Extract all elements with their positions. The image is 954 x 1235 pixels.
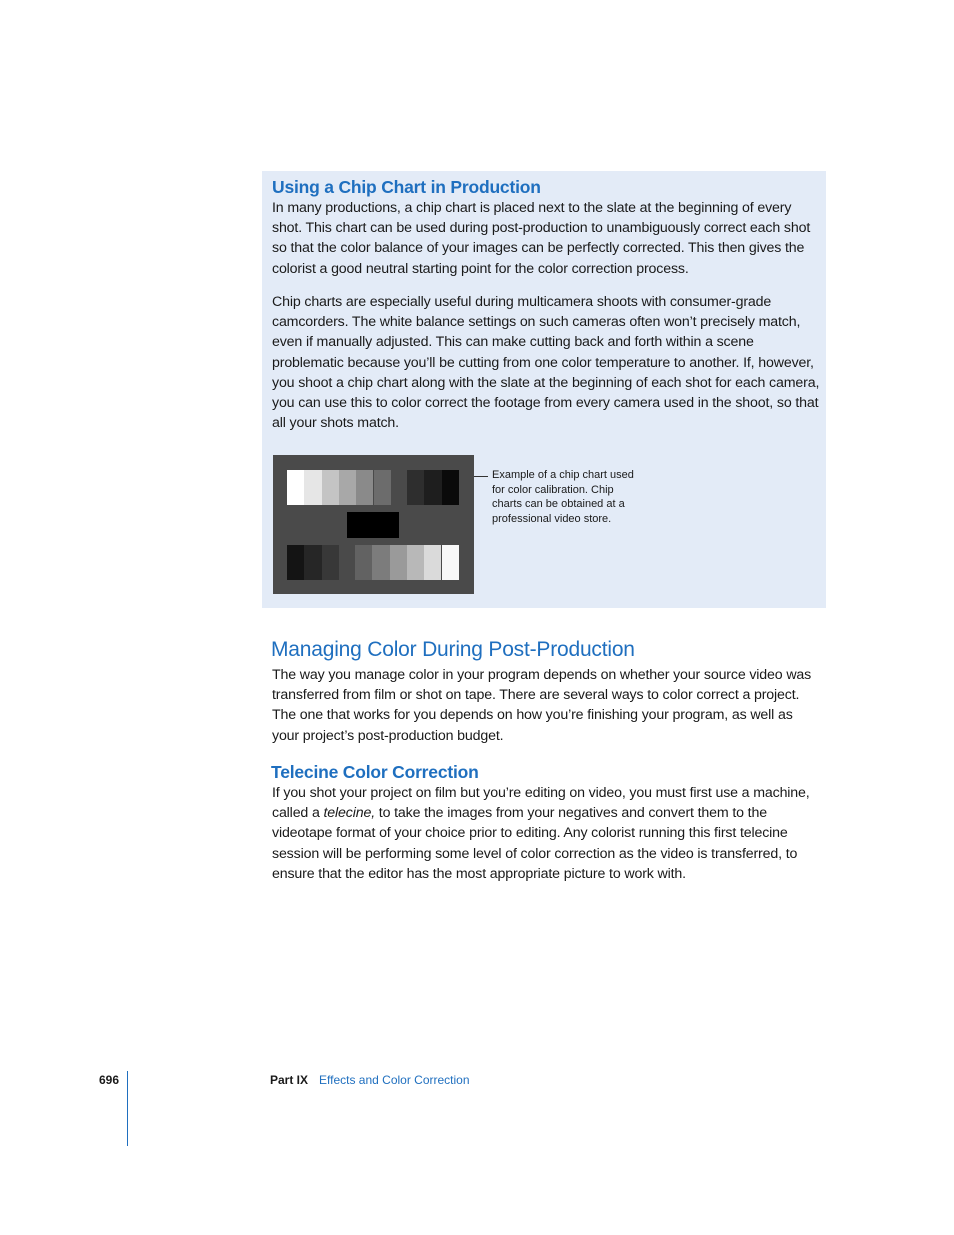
chip-swatch [442, 545, 459, 580]
subsection-heading: Telecine Color Correction [271, 762, 479, 782]
chip-swatch [355, 545, 372, 580]
chip-swatch [442, 470, 459, 505]
footer-part-label: Part IX [270, 1073, 309, 1087]
chip-swatch [322, 545, 339, 580]
sidebar-title: Using a Chip Chart in Production [272, 177, 541, 197]
chip-swatch [356, 470, 373, 505]
subsection-paragraph [272, 783, 820, 884]
chip-swatch [339, 470, 356, 505]
chip-swatch [322, 470, 339, 505]
sidebar-paragraph-1: In many productions, a chip chart is placed next to the slate at the beginning of every shot. This chart can be used during post-production to unambiguously correct each shot so that the color balance of your images can be perfectly corrected. This then gives the colorist a good neutral starting point for the color correction process. [272, 200, 811, 277]
chip-swatch [407, 470, 424, 505]
chip-swatch [424, 470, 441, 505]
telecine-term: telecine, [323, 805, 375, 822]
section-heading: Managing Color During Post-Production [271, 638, 635, 661]
chip-swatch [304, 470, 321, 505]
chip-swatch [374, 470, 391, 505]
footer-rule [127, 1071, 128, 1146]
page-number: 696 [99, 1073, 120, 1087]
chip-swatch [304, 545, 321, 580]
caption-leader-line [474, 476, 488, 477]
section-paragraph: The way you manage color in your program depends on whether your source video was transferred from film or shot on tape. There are several ways to color correct a project. The one that works for you depends on how you’re finishing your program, as well as your project’s post-production budget. [272, 667, 812, 744]
subsection-text-before: If you shot your project on film but you’re editing on video, you must first use a machine, called a [272, 785, 810, 822]
chip-swatch [407, 545, 424, 580]
chip-swatch [372, 545, 389, 580]
chip-chart-caption: Example of a chip chart used for color calibration. Chip charts can be obtained at a professional video store. [492, 469, 634, 525]
chip-center-block [347, 512, 399, 538]
chip-swatch [287, 470, 304, 505]
chip-chart-image [273, 455, 474, 594]
footer-section-title: Effects and Color Correction [319, 1073, 470, 1087]
chip-swatch [287, 545, 304, 580]
chip-swatch [390, 545, 407, 580]
sidebar-paragraph-2: Chip charts are especially useful during multicamera shoots with consumer-grade camcorders. The white balance settings on such cameras often won’t precisely match, even if manually adjusted. This can make cutting back and forth within a scene problematic because you’ll be cutting from one color temperature to another. If, however, you shoot a chip chart along with the slate at the beginning of each shot for each camera, you can use this to color correct the footage from every camera used in the shoot, so that all your shots match. [272, 294, 820, 432]
chip-swatch [424, 545, 441, 580]
subsection-text-after: to take the images from your negatives and convert them to the videotape format of your choice prior to editing. Any colorist running this first telecine session will be performing some level of color correction as the video is transferred, to ensure that the editor has the most appropriate picture to work with. [272, 805, 798, 882]
